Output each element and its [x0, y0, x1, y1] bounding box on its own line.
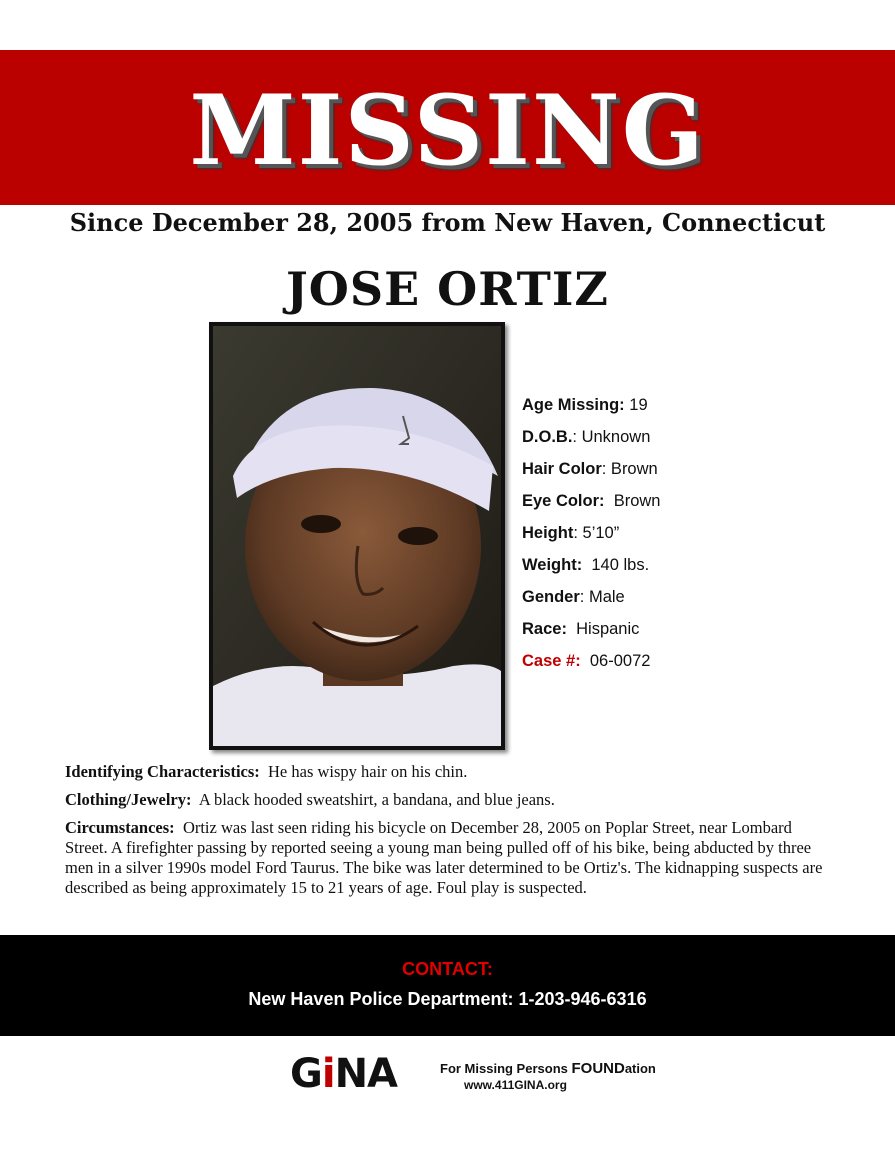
detail-race [522, 618, 660, 650]
section-text: A black hooded sweatshirt, a bandana, and blue jeans. [198, 790, 555, 809]
identifying-characteristics [65, 762, 835, 782]
detail-value: 140 lbs. [591, 556, 650, 574]
logo-letter-g: G [290, 1051, 322, 1097]
missing-since-line: Since December 28, 2005 from New Haven, Connecticut [69, 208, 826, 237]
detail-label: D.O.B. [522, 428, 573, 446]
person-name: JOSE ORTIZ [286, 262, 609, 316]
detail-value: : Brown [601, 460, 658, 478]
gina-wordmark [290, 1052, 397, 1096]
logo-letters-na: NA [334, 1051, 397, 1097]
contact-bar [0, 935, 895, 1036]
detail-label: Race: [522, 620, 567, 638]
detail-weight [522, 554, 660, 586]
detail-value: : 5’10” [573, 524, 620, 542]
detail-value: 19 [629, 396, 648, 414]
banner-title: MISSING [189, 73, 706, 187]
detail-value: Hispanic [576, 620, 640, 638]
gina-logo[interactable] [290, 1051, 656, 1102]
detail-value: : Unknown [572, 428, 651, 446]
detail-hair-color [522, 458, 660, 490]
detail-label: Hair Color [522, 460, 602, 478]
clothing-jewelry [65, 790, 835, 810]
detail-case-number [522, 650, 660, 682]
missing-banner [0, 50, 895, 205]
person-photo [209, 322, 505, 750]
contact-title: CONTACT: [402, 959, 493, 979]
logo-tagline [440, 1060, 656, 1077]
detail-value: : Male [579, 588, 625, 606]
section-label: Clothing/Jewelry: [65, 790, 192, 809]
detail-age [522, 394, 660, 426]
details-list [522, 394, 660, 682]
section-text: Ortiz was last seen riding his bicycle on December 28, 2005 on Poplar Street, near Lombard Street. A firefighter passing by reported seeing a young man being pulled off of his bike, being abducted by three men in a silver 1990s model Ford Taurus. The bike was later determined to be Ortiz's. The kidnapping suspects are described as being approximately 15 to 21 years of age. Foul play is suspected. [65, 818, 823, 897]
contact-phone-line[interactable]: New Haven Police Department: 1-203-946-6316 [248, 989, 647, 1009]
detail-dob [522, 426, 660, 458]
detail-gender [522, 586, 660, 618]
logo-url[interactable]: www.411GINA.org [464, 1078, 567, 1092]
section-text: He has wispy hair on his chin. [268, 762, 468, 781]
detail-label: Height [522, 524, 574, 542]
detail-value: Brown [613, 492, 661, 510]
detail-label: Gender [522, 588, 580, 606]
tagline-found: FOUND [571, 1060, 625, 1077]
detail-label: Case #: [522, 652, 581, 670]
circumstances [65, 818, 835, 898]
logo-letter-i: i [321, 1051, 335, 1097]
detail-value: 06-0072 [589, 652, 651, 670]
section-label: Circumstances: [65, 818, 175, 837]
tagline-prefix: For Missing Persons [440, 1061, 572, 1076]
description-section [65, 762, 835, 906]
tagline-suffix: ation [624, 1061, 656, 1076]
detail-height [522, 522, 660, 554]
detail-eye-color [522, 490, 660, 522]
detail-label: Weight: [522, 556, 583, 574]
detail-label: Age Missing: [522, 396, 625, 414]
detail-label: Eye Color: [522, 492, 605, 510]
section-label: Identifying Characteristics: [65, 762, 260, 781]
